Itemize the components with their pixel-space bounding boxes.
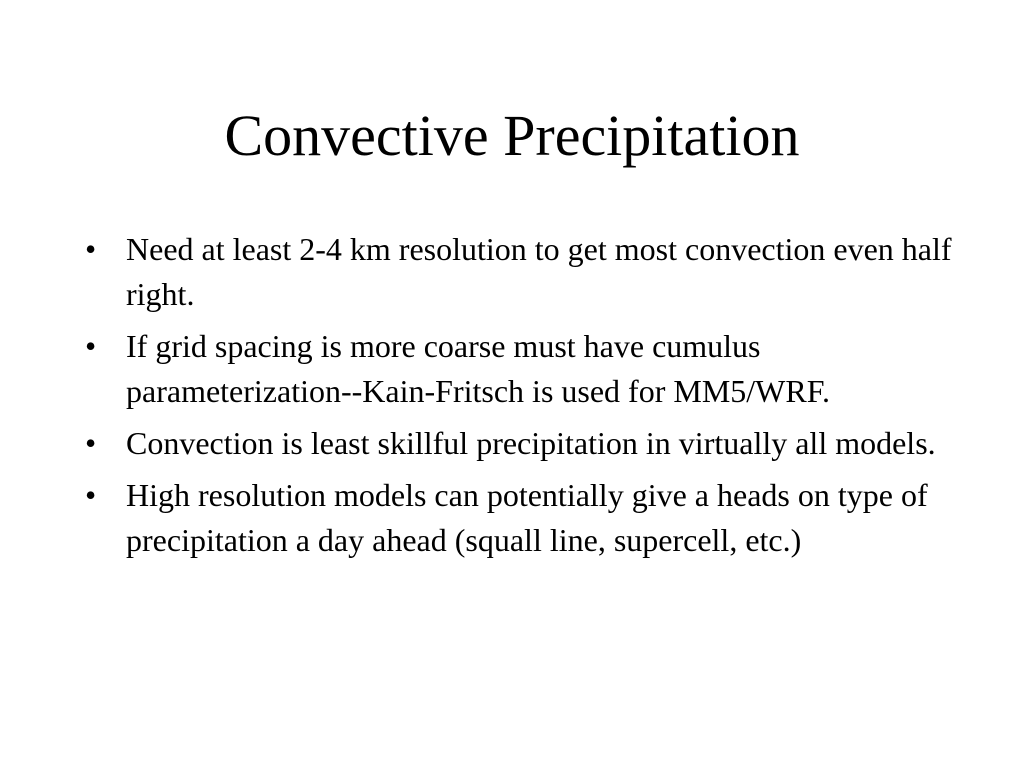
bullet-icon: • [85,477,97,513]
bullet-text: If grid spacing is more coarse must have cumulus parameterization--Kain-Fritsch is used for MM5/WRF. [126,328,830,409]
bullet-text: Convection is least skillful precipitation in virtually all models. [126,425,936,461]
bullet-list [85,227,965,570]
bullet-text: High resolution models can potentially give a heads on type of precipitation a day ahead (squall line, supercell, etc.) [126,477,928,558]
bullet-text: Need at least 2-4 km resolution to get most convection even half right. [126,231,952,312]
bullet-item [85,421,965,466]
bullet-icon: • [85,231,97,267]
bullet-item [85,473,965,563]
slide-title: Convective Precipitation [224,103,800,168]
bullet-item [85,227,965,317]
bullet-icon: • [85,328,97,364]
bullet-item [85,324,965,414]
bullet-icon: • [85,425,97,461]
